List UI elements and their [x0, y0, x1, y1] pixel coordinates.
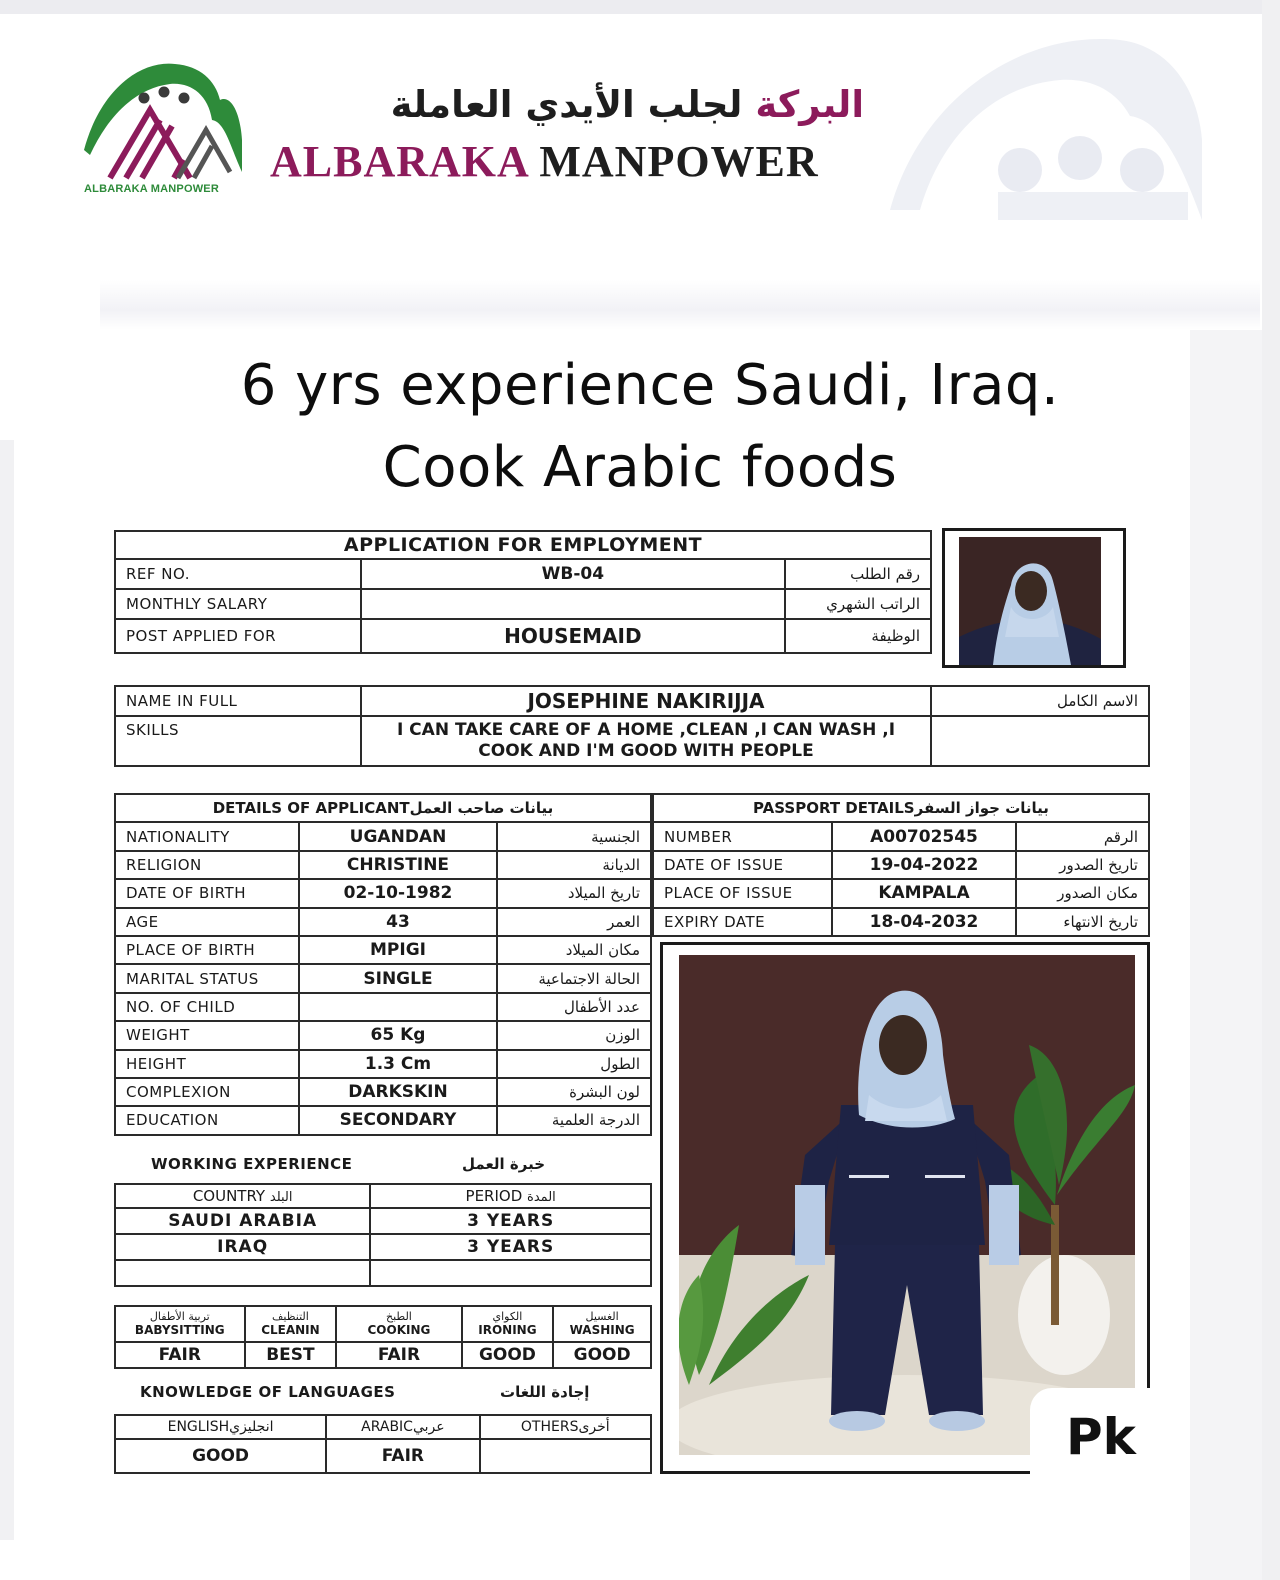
albaraka-logo-icon: [80, 50, 250, 200]
work-experience-title-ar: خبرة العمل: [462, 1155, 546, 1173]
height-ar: الطول: [497, 1050, 651, 1078]
ref-no-value: WB-04: [361, 559, 786, 589]
post-ar: الوظيفة: [785, 619, 931, 653]
passport-number-label: NUMBER: [653, 822, 832, 850]
english-header: ENGLISHانجليزي: [115, 1415, 326, 1439]
others-header: OTHERSأخرى: [480, 1415, 651, 1439]
skill-cooking-header: الطبخ COOKING: [336, 1306, 461, 1342]
skill-cooking-level: FAIR: [336, 1342, 461, 1368]
applicant-details-header: DETAILS OF APPLICANTبيانات صاحب العمل: [115, 794, 651, 822]
religion-ar: الديانة: [497, 851, 651, 879]
others-level: [480, 1439, 651, 1473]
children-ar: عدد الأطفال: [497, 993, 651, 1021]
passport-number-ar: الرقم: [1016, 822, 1149, 850]
pob-ar: مكان الميلاد: [497, 936, 651, 964]
skill-babysitting-header: تربية الأطفال BABYSITTING: [115, 1306, 245, 1342]
period-column-header: PERIOD المدة: [370, 1184, 651, 1208]
marital-label: MARITAL STATUS: [115, 964, 299, 992]
headline-line-1: 6 yrs experience Saudi, Iraq.: [240, 353, 1060, 418]
children-label: NO. OF CHILD: [115, 993, 299, 1021]
work-period-1: 3 YEARS: [370, 1208, 651, 1234]
ref-no-label: REF NO.: [115, 559, 361, 589]
application-title: APPLICATION FOR EMPLOYMENT: [115, 531, 931, 559]
issue-date-ar: تاريخ الصدور: [1016, 851, 1149, 879]
passport-number-value: A00702545: [832, 822, 1015, 850]
height-label: HEIGHT: [115, 1050, 299, 1078]
full-name-label: NAME IN FULL: [115, 686, 361, 716]
nationality-ar: الجنسية: [497, 822, 651, 850]
arabic-header: ARABICعربي: [326, 1415, 479, 1439]
salary-value: [361, 589, 786, 619]
post-label: POST APPLIED FOR: [115, 619, 361, 653]
applicant-details-table: [114, 793, 652, 1136]
application-table: [114, 530, 932, 654]
height-value: 1.3 Cm: [299, 1050, 498, 1078]
skill-ironing-level: GOOD: [462, 1342, 554, 1368]
headline: [0, 345, 1280, 509]
issue-place-value: KAMPALA: [832, 879, 1015, 907]
scan-shade-right: [1262, 0, 1280, 1580]
skill-cleaning-header: التنظيف CLEANIN: [245, 1306, 337, 1342]
full-name-ar: الاسم الكامل: [931, 686, 1149, 716]
full-body-photo-image: [679, 955, 1135, 1455]
skill-washing-header: الغسيل WASHING: [553, 1306, 651, 1342]
brand-english: ALBARAKA MANPOWER: [270, 137, 819, 186]
scan-shade-right-inner: [1190, 330, 1262, 1580]
expiry-date-label: EXPIRY DATE: [653, 908, 832, 936]
skills-label: SKILLS: [115, 716, 361, 766]
skills-empty-cell: [931, 716, 1149, 766]
complexion-label: COMPLEXION: [115, 1078, 299, 1106]
portrait-photo: [942, 528, 1126, 668]
work-country-2: IRAQ: [115, 1234, 370, 1260]
salary-label: MONTHLY SALARY: [115, 589, 361, 619]
skill-cleaning-level: BEST: [245, 1342, 337, 1368]
work-period-2: 3 YEARS: [370, 1234, 651, 1260]
scan-shade-top: [0, 0, 1280, 14]
weight-value: 65 Kg: [299, 1021, 498, 1049]
english-level: GOOD: [115, 1439, 326, 1473]
pob-label: PLACE OF BIRTH: [115, 936, 299, 964]
religion-label: RELIGION: [115, 851, 299, 879]
country-column-header: COUNTRY البلد: [115, 1184, 370, 1208]
watermark-text: Pk: [1066, 1408, 1136, 1466]
pob-value: MPIGI: [299, 936, 498, 964]
work-country-3: [115, 1260, 370, 1286]
headline-line-2: Cook Arabic foods: [382, 435, 898, 500]
issue-date-label: DATE OF ISSUE: [653, 851, 832, 879]
issue-date-value: 19-04-2022: [832, 851, 1015, 879]
religion-value: CHRISTINE: [299, 851, 498, 879]
passport-details-table: [652, 793, 1150, 937]
scan-shade-band: [100, 280, 1260, 330]
skill-babysitting-level: FAIR: [115, 1342, 245, 1368]
portrait-photo-image: [959, 537, 1101, 665]
weight-ar: الوزن: [497, 1021, 651, 1049]
logo-caption: ALBARAKA MANPOWER: [84, 183, 219, 195]
complexion-value: DARKSKIN: [299, 1078, 498, 1106]
issue-place-ar: مكان الصدور: [1016, 879, 1149, 907]
watermark-logo-icon: [880, 20, 1210, 220]
marital-value: SINGLE: [299, 964, 498, 992]
nationality-value: UGANDAN: [299, 822, 498, 850]
children-value: [299, 993, 498, 1021]
work-country-1: SAUDI ARABIA: [115, 1208, 370, 1234]
languages-title: KNOWLEDGE OF LANGUAGES: [140, 1383, 396, 1401]
dob-label: DATE OF BIRTH: [115, 879, 299, 907]
skill-levels-table: [114, 1305, 652, 1369]
post-value: HOUSEMAID: [361, 619, 786, 653]
marital-ar: الحالة الاجتماعية: [497, 964, 651, 992]
expiry-date-ar: تاريخ الانتهاء: [1016, 908, 1149, 936]
ref-no-ar: رقم الطلب: [785, 559, 931, 589]
name-skills-table: [114, 685, 1150, 767]
complexion-ar: لون البشرة: [497, 1078, 651, 1106]
languages-table: [114, 1414, 652, 1474]
expiry-date-value: 18-04-2032: [832, 908, 1015, 936]
nationality-label: NATIONALITY: [115, 822, 299, 850]
work-experience-title: WORKING EXPERIENCE: [151, 1155, 353, 1173]
education-ar: الدرجة العلمية: [497, 1106, 651, 1134]
weight-label: WEIGHT: [115, 1021, 299, 1049]
full-name-value: JOSEPHINE NAKIRIJJA: [361, 686, 932, 716]
dob-value: 02-10-1982: [299, 879, 498, 907]
languages-title-ar: إجادة اللغات: [500, 1383, 590, 1401]
education-value: SECONDARY: [299, 1106, 498, 1134]
scan-shade-left: [0, 440, 14, 1540]
age-ar: العمر: [497, 908, 651, 936]
brand-arabic: البركة لجلب الأيدي العاملة: [390, 83, 864, 126]
skill-ironing-header: الكواي IRONING: [462, 1306, 554, 1342]
work-experience-table: [114, 1183, 652, 1287]
education-label: EDUCATION: [115, 1106, 299, 1134]
arabic-level: FAIR: [326, 1439, 479, 1473]
age-value: 43: [299, 908, 498, 936]
skill-washing-level: GOOD: [553, 1342, 651, 1368]
salary-ar: الراتب الشهري: [785, 589, 931, 619]
passport-details-header: PASSPORT DETAILSبيانات جواز السفر: [653, 794, 1149, 822]
skills-value: I CAN TAKE CARE OF A HOME ,CLEAN ,I CAN WASH ,I COOK AND I'M GOOD WITH PEOPLE: [361, 716, 932, 766]
issue-place-label: PLACE OF ISSUE: [653, 879, 832, 907]
work-period-3: [370, 1260, 651, 1286]
age-label: AGE: [115, 908, 299, 936]
dob-ar: تاريخ الميلاد: [497, 879, 651, 907]
